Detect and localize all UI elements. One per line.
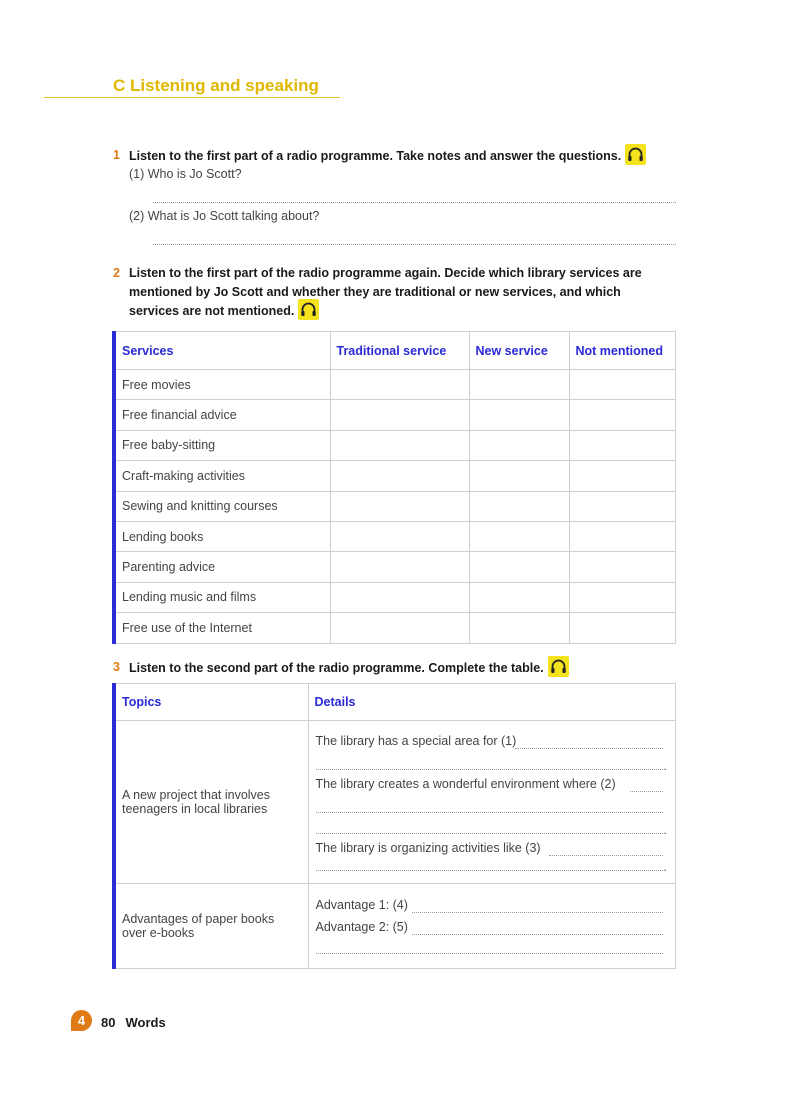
section-underline xyxy=(44,97,340,98)
detail-line: The library is organizing activities like (3) xyxy=(315,841,541,855)
services-table xyxy=(112,331,676,644)
period: . xyxy=(663,823,667,837)
topic-cell xyxy=(114,884,308,969)
headphones-icon xyxy=(298,299,319,320)
service-name: Lending music and films xyxy=(114,582,330,612)
detail-line: Advantage 1: (4) xyxy=(315,898,408,912)
question-text-line: services are not mentioned. xyxy=(129,303,295,318)
tick-cell[interactable] xyxy=(330,430,469,460)
tick-cell[interactable] xyxy=(469,430,569,460)
unit-title: Words xyxy=(125,1015,166,1030)
table-row xyxy=(114,491,676,521)
tick-cell[interactable] xyxy=(330,400,469,430)
answer-blank[interactable] xyxy=(316,769,663,770)
tick-cell[interactable] xyxy=(330,613,469,643)
column-header: Topics xyxy=(114,684,308,721)
tick-cell[interactable] xyxy=(469,521,569,551)
service-name: Parenting advice xyxy=(114,552,330,582)
answer-blank[interactable] xyxy=(316,870,663,871)
column-header: New service xyxy=(469,332,569,370)
question-text: Listen to the second part of the radio programme. Complete the table. xyxy=(129,660,544,675)
tick-cell[interactable] xyxy=(469,552,569,582)
table-row xyxy=(114,370,676,400)
tick-cell[interactable] xyxy=(469,461,569,491)
column-header: Services xyxy=(114,332,330,370)
tick-cell[interactable] xyxy=(330,370,469,400)
tick-cell[interactable] xyxy=(469,400,569,430)
table-row xyxy=(114,430,676,460)
period: . xyxy=(663,759,667,773)
tick-cell[interactable] xyxy=(469,613,569,643)
answer-blank[interactable] xyxy=(316,953,663,954)
page-footer xyxy=(101,1015,166,1030)
column-header: Details xyxy=(308,684,676,721)
question-text-line: mentioned by Jo Scott and whether they are traditional or new services, and which xyxy=(129,284,621,299)
page-number: 80 xyxy=(101,1015,116,1030)
topic-line: Advantages of paper books xyxy=(122,912,275,926)
headphones-icon xyxy=(548,656,569,677)
details-cell xyxy=(308,884,676,969)
headphones-icon xyxy=(625,144,646,165)
table-row xyxy=(114,400,676,430)
answer-blank[interactable] xyxy=(515,748,663,749)
service-name: Free movies xyxy=(114,370,330,400)
tick-cell[interactable] xyxy=(569,461,676,491)
question-number: 3 xyxy=(113,660,120,674)
tick-cell[interactable] xyxy=(330,552,469,582)
details-cell xyxy=(308,721,676,884)
service-name: Free baby-sitting xyxy=(114,430,330,460)
topic-line: over e-books xyxy=(122,926,195,940)
topics-table xyxy=(112,683,676,969)
table-header-row xyxy=(114,332,676,370)
answer-line[interactable] xyxy=(153,244,676,245)
question-3 xyxy=(113,658,683,679)
unit-badge: 4 xyxy=(71,1010,92,1031)
table-header-row xyxy=(114,684,676,721)
answer-blank[interactable] xyxy=(316,833,663,834)
section-title: C Listening and speaking xyxy=(113,76,319,95)
answer-blank[interactable] xyxy=(316,812,663,813)
table-row xyxy=(114,521,676,551)
tick-cell[interactable] xyxy=(469,491,569,521)
column-header: Traditional service xyxy=(330,332,469,370)
service-name: Free use of the Internet xyxy=(114,613,330,643)
service-name: Free financial advice xyxy=(114,400,330,430)
answer-blank[interactable] xyxy=(412,912,663,913)
service-name: Craft-making activities xyxy=(114,461,330,491)
table-row xyxy=(114,461,676,491)
detail-line: Advantage 2: (5) xyxy=(315,920,408,934)
answer-line[interactable] xyxy=(153,202,676,203)
answer-blank[interactable] xyxy=(412,934,663,935)
tick-cell[interactable] xyxy=(469,370,569,400)
tick-cell[interactable] xyxy=(569,521,676,551)
question-text: Listen to the first part of a radio programme. Take notes and answer the questions. xyxy=(129,148,622,163)
sub-question-2: (2) What is Jo Scott talking about? xyxy=(129,209,320,223)
service-name: Sewing and knitting courses xyxy=(114,491,330,521)
tick-cell[interactable] xyxy=(569,613,676,643)
tick-cell[interactable] xyxy=(569,430,676,460)
answer-blank[interactable] xyxy=(630,791,663,792)
sub-question-1: (1) Who is Jo Scott? xyxy=(129,167,242,181)
table-row xyxy=(114,721,676,884)
table-row xyxy=(114,613,676,643)
tick-cell[interactable] xyxy=(330,521,469,551)
tick-cell[interactable] xyxy=(569,582,676,612)
topic-line: teenagers in local libraries xyxy=(122,802,268,816)
period: . xyxy=(663,860,667,874)
question-1 xyxy=(113,146,673,167)
tick-cell[interactable] xyxy=(569,552,676,582)
tick-cell[interactable] xyxy=(569,370,676,400)
question-number: 1 xyxy=(113,148,120,162)
tick-cell[interactable] xyxy=(469,582,569,612)
tick-cell[interactable] xyxy=(330,491,469,521)
service-name: Lending books xyxy=(114,521,330,551)
column-header: Not mentioned xyxy=(569,332,676,370)
question-number: 2 xyxy=(113,266,120,280)
detail-line: The library creates a wonderful environment where (2) xyxy=(315,777,616,791)
table-row xyxy=(114,884,676,969)
topic-cell xyxy=(114,721,308,884)
topic-line: A new project that involves xyxy=(122,788,270,802)
tick-cell[interactable] xyxy=(569,491,676,521)
table-row xyxy=(114,552,676,582)
table-row xyxy=(114,582,676,612)
tick-cell[interactable] xyxy=(330,461,469,491)
question-text-line: Listen to the first part of the radio programme again. Decide which library services are xyxy=(129,266,642,280)
detail-line: The library has a special area for (1) xyxy=(315,734,517,748)
answer-blank[interactable] xyxy=(549,855,663,856)
question-2 xyxy=(113,264,683,322)
tick-cell[interactable] xyxy=(330,582,469,612)
tick-cell[interactable] xyxy=(569,400,676,430)
